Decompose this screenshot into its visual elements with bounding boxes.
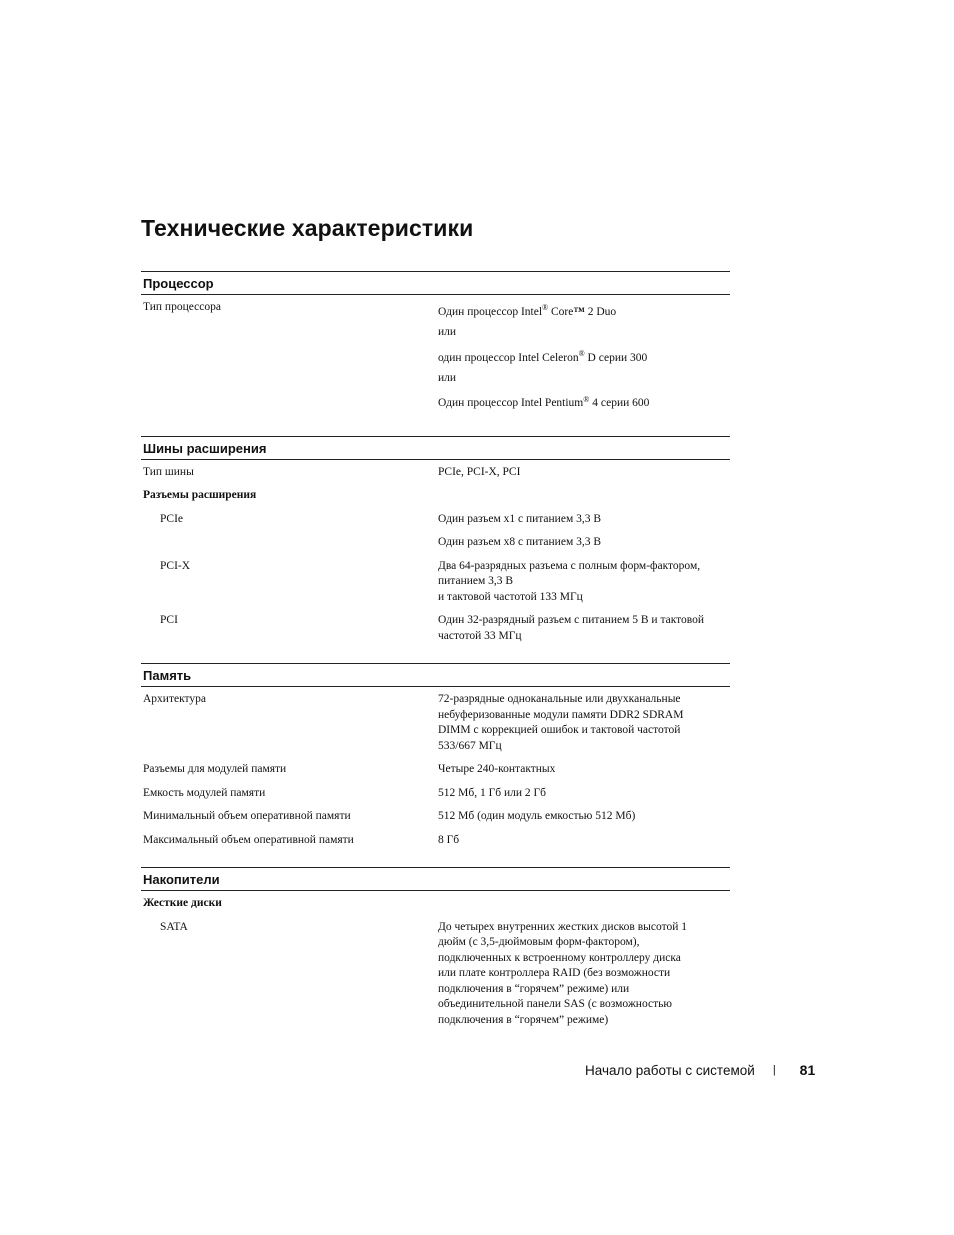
spec-value: Один 32-разрядный разъем с питанием 5 В и тактовой частотой 33 МГц xyxy=(438,614,705,642)
spec-value: Четыре 240-контактных xyxy=(438,763,556,776)
pcie-slot-x8: Один разъем x8 с питанием 3,3 В xyxy=(438,536,602,549)
spec-row-pcie xyxy=(141,512,730,551)
section-body-memory xyxy=(141,687,730,867)
spec-label: PCI xyxy=(160,614,178,627)
pcie-slot-x1: Один разъем x1 с питанием 3,3 В xyxy=(438,512,602,525)
footer-separator: | xyxy=(772,1064,776,1076)
spec-value: До четырех внутренних жестких дисков высотой 1 дюйм (с 3,5-дюймовым форм-фактором), подключенных к встроенному контроллеру диска или плате контроллера RAID (без возможности подключения в “горячем” режиме) или объединительной панели SAS (с возможностью подключения в “горячем” режиме) xyxy=(438,920,687,1026)
section-heading-bus: Шины расширения xyxy=(141,436,730,460)
spec-value: PCIe, PCI-X, PCI xyxy=(438,465,521,478)
spec-label: Емкость модулей памяти xyxy=(143,786,266,799)
spec-row-max-memory xyxy=(141,833,730,849)
spec-row-pcix xyxy=(141,559,730,606)
subheading-hard-drives: Жесткие диски xyxy=(143,897,222,910)
spec-label: Минимальный объем оперативной памяти xyxy=(143,810,351,823)
spec-row-min-memory xyxy=(141,809,730,825)
spec-table xyxy=(141,271,730,1047)
spec-row-cpu-type xyxy=(141,300,730,417)
spec-label: PCIe xyxy=(160,512,183,525)
footer-section-title: Начало работы с системой xyxy=(585,1062,755,1078)
spec-value: 72-разрядные одноканальные или двухканальные небуферизованные модули памяти DDR2 SDRAM DIMM с коррекцией ошибок и тактовой частотой 533/667 МГц xyxy=(438,693,684,752)
page-number: 81 xyxy=(799,1062,816,1078)
section-heading-cpu: Процессор xyxy=(141,271,730,295)
page-title: Технические характеристики xyxy=(141,215,474,241)
spec-row-module-capacity xyxy=(141,786,730,802)
spec-value: 8 Гб xyxy=(438,833,460,846)
section-body-cpu xyxy=(141,295,730,436)
subheading-expansion-slots: Разъемы расширения xyxy=(143,489,257,502)
spec-row-bus-type xyxy=(141,465,730,481)
cpu-option-celeron: один процессор Intel Celeron® D серии 300 xyxy=(438,348,648,364)
spec-label: Максимальный объем оперативной памяти xyxy=(143,833,354,846)
section-body-storage xyxy=(141,891,730,1047)
or-text: или xyxy=(438,372,457,385)
spec-value xyxy=(438,512,730,551)
spec-label: Тип процессора xyxy=(143,301,221,313)
section-heading-storage: Накопители xyxy=(141,867,730,891)
spec-label: Тип шины xyxy=(143,465,194,478)
pcix-value-line: и тактовой частотой 133 МГц xyxy=(438,590,583,603)
cpu-option-core2duo: Один процессор Intel® Core™ 2 Duo xyxy=(438,303,617,318)
spec-label: Разъемы для модулей памяти xyxy=(143,763,287,776)
or-text: или xyxy=(438,326,457,339)
spec-value: 512 Мб (один модуль емкостью 512 Мб) xyxy=(438,810,636,823)
spec-value xyxy=(438,300,730,417)
spec-row-architecture xyxy=(141,692,730,754)
section-heading-memory: Память xyxy=(141,663,730,687)
pcix-value-line: Два 64-разрядных разъема с полным форм-фактором, питанием 3,3 В xyxy=(438,559,701,588)
section-body-bus xyxy=(141,460,730,664)
spec-row-memory-slots xyxy=(141,762,730,778)
cpu-option-pentium: Один процессор Intel Pentium® 4 серии 600 xyxy=(438,394,650,410)
page-footer xyxy=(585,1062,815,1078)
spec-row-sata xyxy=(141,920,730,1029)
spec-value xyxy=(438,559,730,606)
spec-label: PCI-X xyxy=(160,559,191,572)
spec-label: SATA xyxy=(160,920,188,933)
spec-value: 512 Мб, 1 Гб или 2 Гб xyxy=(438,786,546,799)
spec-label: Архитектура xyxy=(143,693,207,706)
spec-row-pci xyxy=(141,613,730,644)
